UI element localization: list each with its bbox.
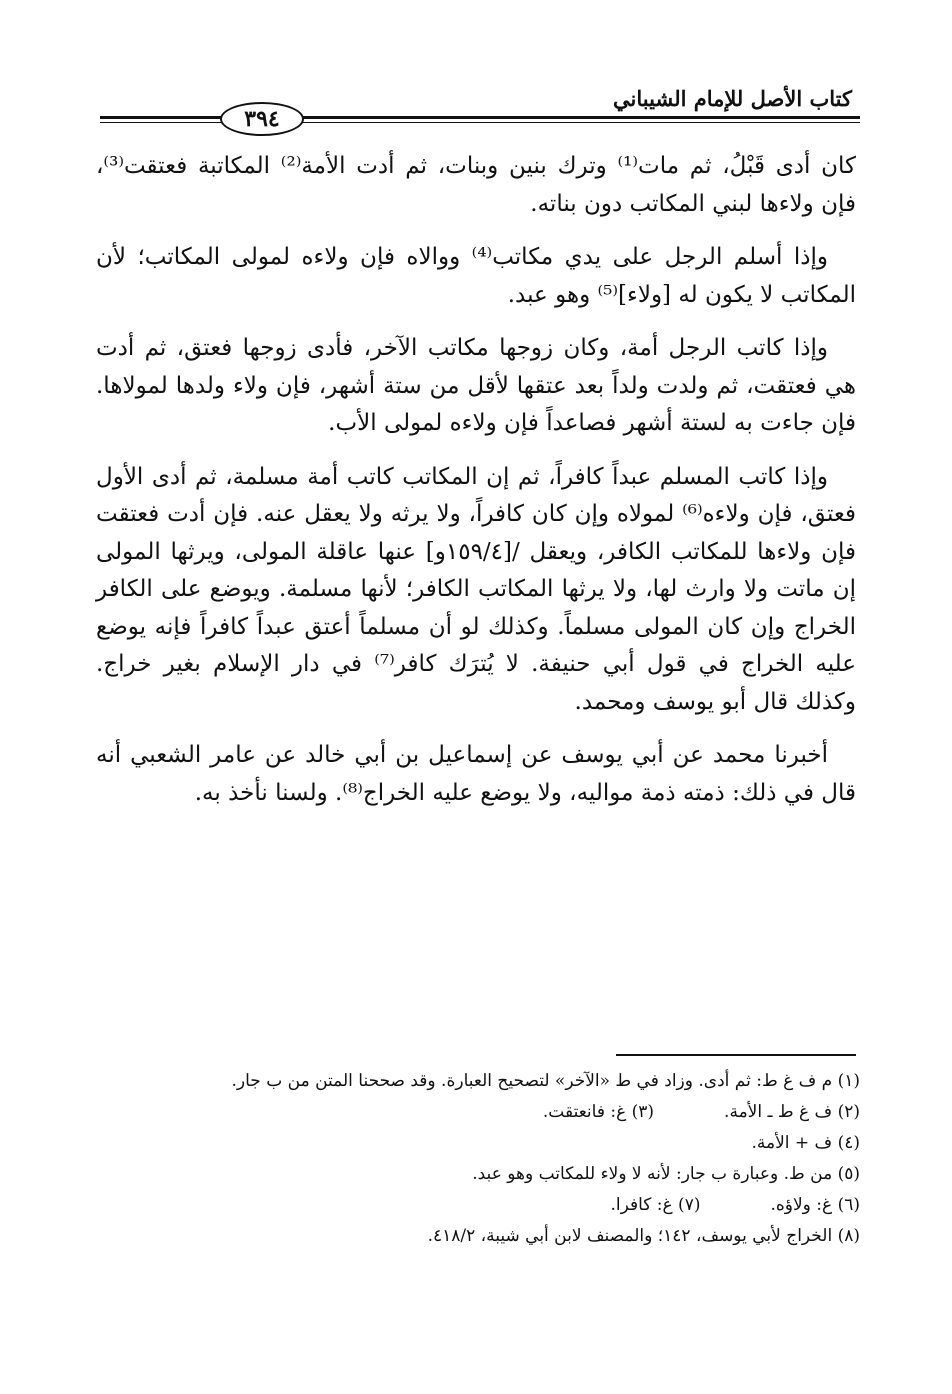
- footnote-row-8: [96, 1221, 860, 1252]
- footnote-row-5: [96, 1159, 860, 1190]
- footnote-1: (١) م ف غ ط: ثم أدى. وزاد في ط «الآخر» لتصحيح العبارة. وقد صححنا المتن من ب جار.: [231, 1071, 860, 1091]
- footnote-2: (٢) ف غ ط ـ الأمة.: [724, 1102, 860, 1122]
- footnote-row-4: [96, 1128, 860, 1159]
- footnotes: [96, 1066, 860, 1252]
- header-rule-thin: [100, 122, 860, 123]
- footnote-4: (٤) ف + الأمة.: [751, 1133, 860, 1153]
- footnote-5: (٥) من ط. وعبارة ب جار: لأنه لا ولاء للمكاتب وهو عبد.: [472, 1164, 860, 1184]
- page-header: [100, 78, 860, 138]
- header-rule-thick: [100, 116, 860, 119]
- footnote-separator: [616, 1054, 856, 1056]
- footnote-row-6-7: [96, 1190, 860, 1221]
- footnote-3: (٣) غ: فانعتقت.: [542, 1102, 655, 1122]
- paragraph-5: أخبرنا محمد عن أبي يوسف عن إسماعيل بن أبي خالد عن عامر الشعبي أنه قال في ذلك: ذمته ذمة مواليه، ولا يوضع عليه الخراج⁽⁸⁾. ولسنا نأخذ به.: [96, 742, 856, 806]
- paragraph-2: وإذا أسلم الرجل على يدي مكاتب⁽⁴⁾ ووالاه فإن ولاءه لمولى المكاتب؛ لأن المكاتب لا يكون له [ولاء]⁽⁵⁾ وهو عبد.: [96, 244, 856, 308]
- paragraph-3: وإذا كاتب الرجل أمة، وكان زوجها مكاتب الآخر، فأدى زوجها فعتق، ثم أدت هي فعتقت، ثم ولدت ولداً بعد عتقها لأقل من ستة أشهر، فإن ولاء ولدها لمولاها. فإن جاءت به لستة أشهر فصاعداً فإن ولاءه لمولى الأب.: [96, 335, 856, 436]
- paragraph-4: وإذا كاتب المسلم عبداً كافراً، ثم إن المكاتب كاتب أمة مسلمة، ثم أدى الأول فعتق، فإن ولاءه⁽⁶⁾ لمولاه وإن كان كافراً، ولا يرثه ولا يعقل عنه. فإن أدت فعتقت فإن ولاءها للمكاتب الكافر، ويعقل /[١٥٩/٤و] عنها عاقلة المولى، ويرثها المولى إن ماتت ولا وارث لها، ولا يرثها المكاتب الكافر؛ لأنها مسلمة. ويوضع على الكافر الخراج وإن كان المولى مسلماً. وكذلك لو أن مسلماً أعتق عبداً كافراً فإنه يوضع عليه الخراج في قول أبي حنيفة. لا يُترَك كافر⁽⁷⁾ في دار الإسلام بغير خراج. وكذلك قال أبو يوسف ومحمد.: [96, 463, 857, 715]
- footnote-row-2-3: [96, 1097, 860, 1128]
- running-title: كتاب الأصل للإمام الشيباني: [613, 86, 852, 111]
- footnote-6: (٦) غ: ولاؤه.: [770, 1195, 860, 1215]
- page-number: ٣٩٤: [220, 102, 304, 136]
- footnote-8: (٨) الخراج لأبي يوسف، ١٤٢؛ والمصنف لابن أبي شيبة، ٤١٨/٢.: [427, 1226, 860, 1246]
- paragraph-1: كان أدى قَبْلُ، ثم مات⁽¹⁾ وترك بنين وبنات، ثم أدت الأمة⁽²⁾ المكاتبة فعتقت⁽³⁾، فإن ولاءها لبني المكاتب دون بناته.: [96, 153, 857, 217]
- footnote-7: (٧) غ: كافرا.: [610, 1195, 701, 1215]
- main-text: [96, 148, 856, 828]
